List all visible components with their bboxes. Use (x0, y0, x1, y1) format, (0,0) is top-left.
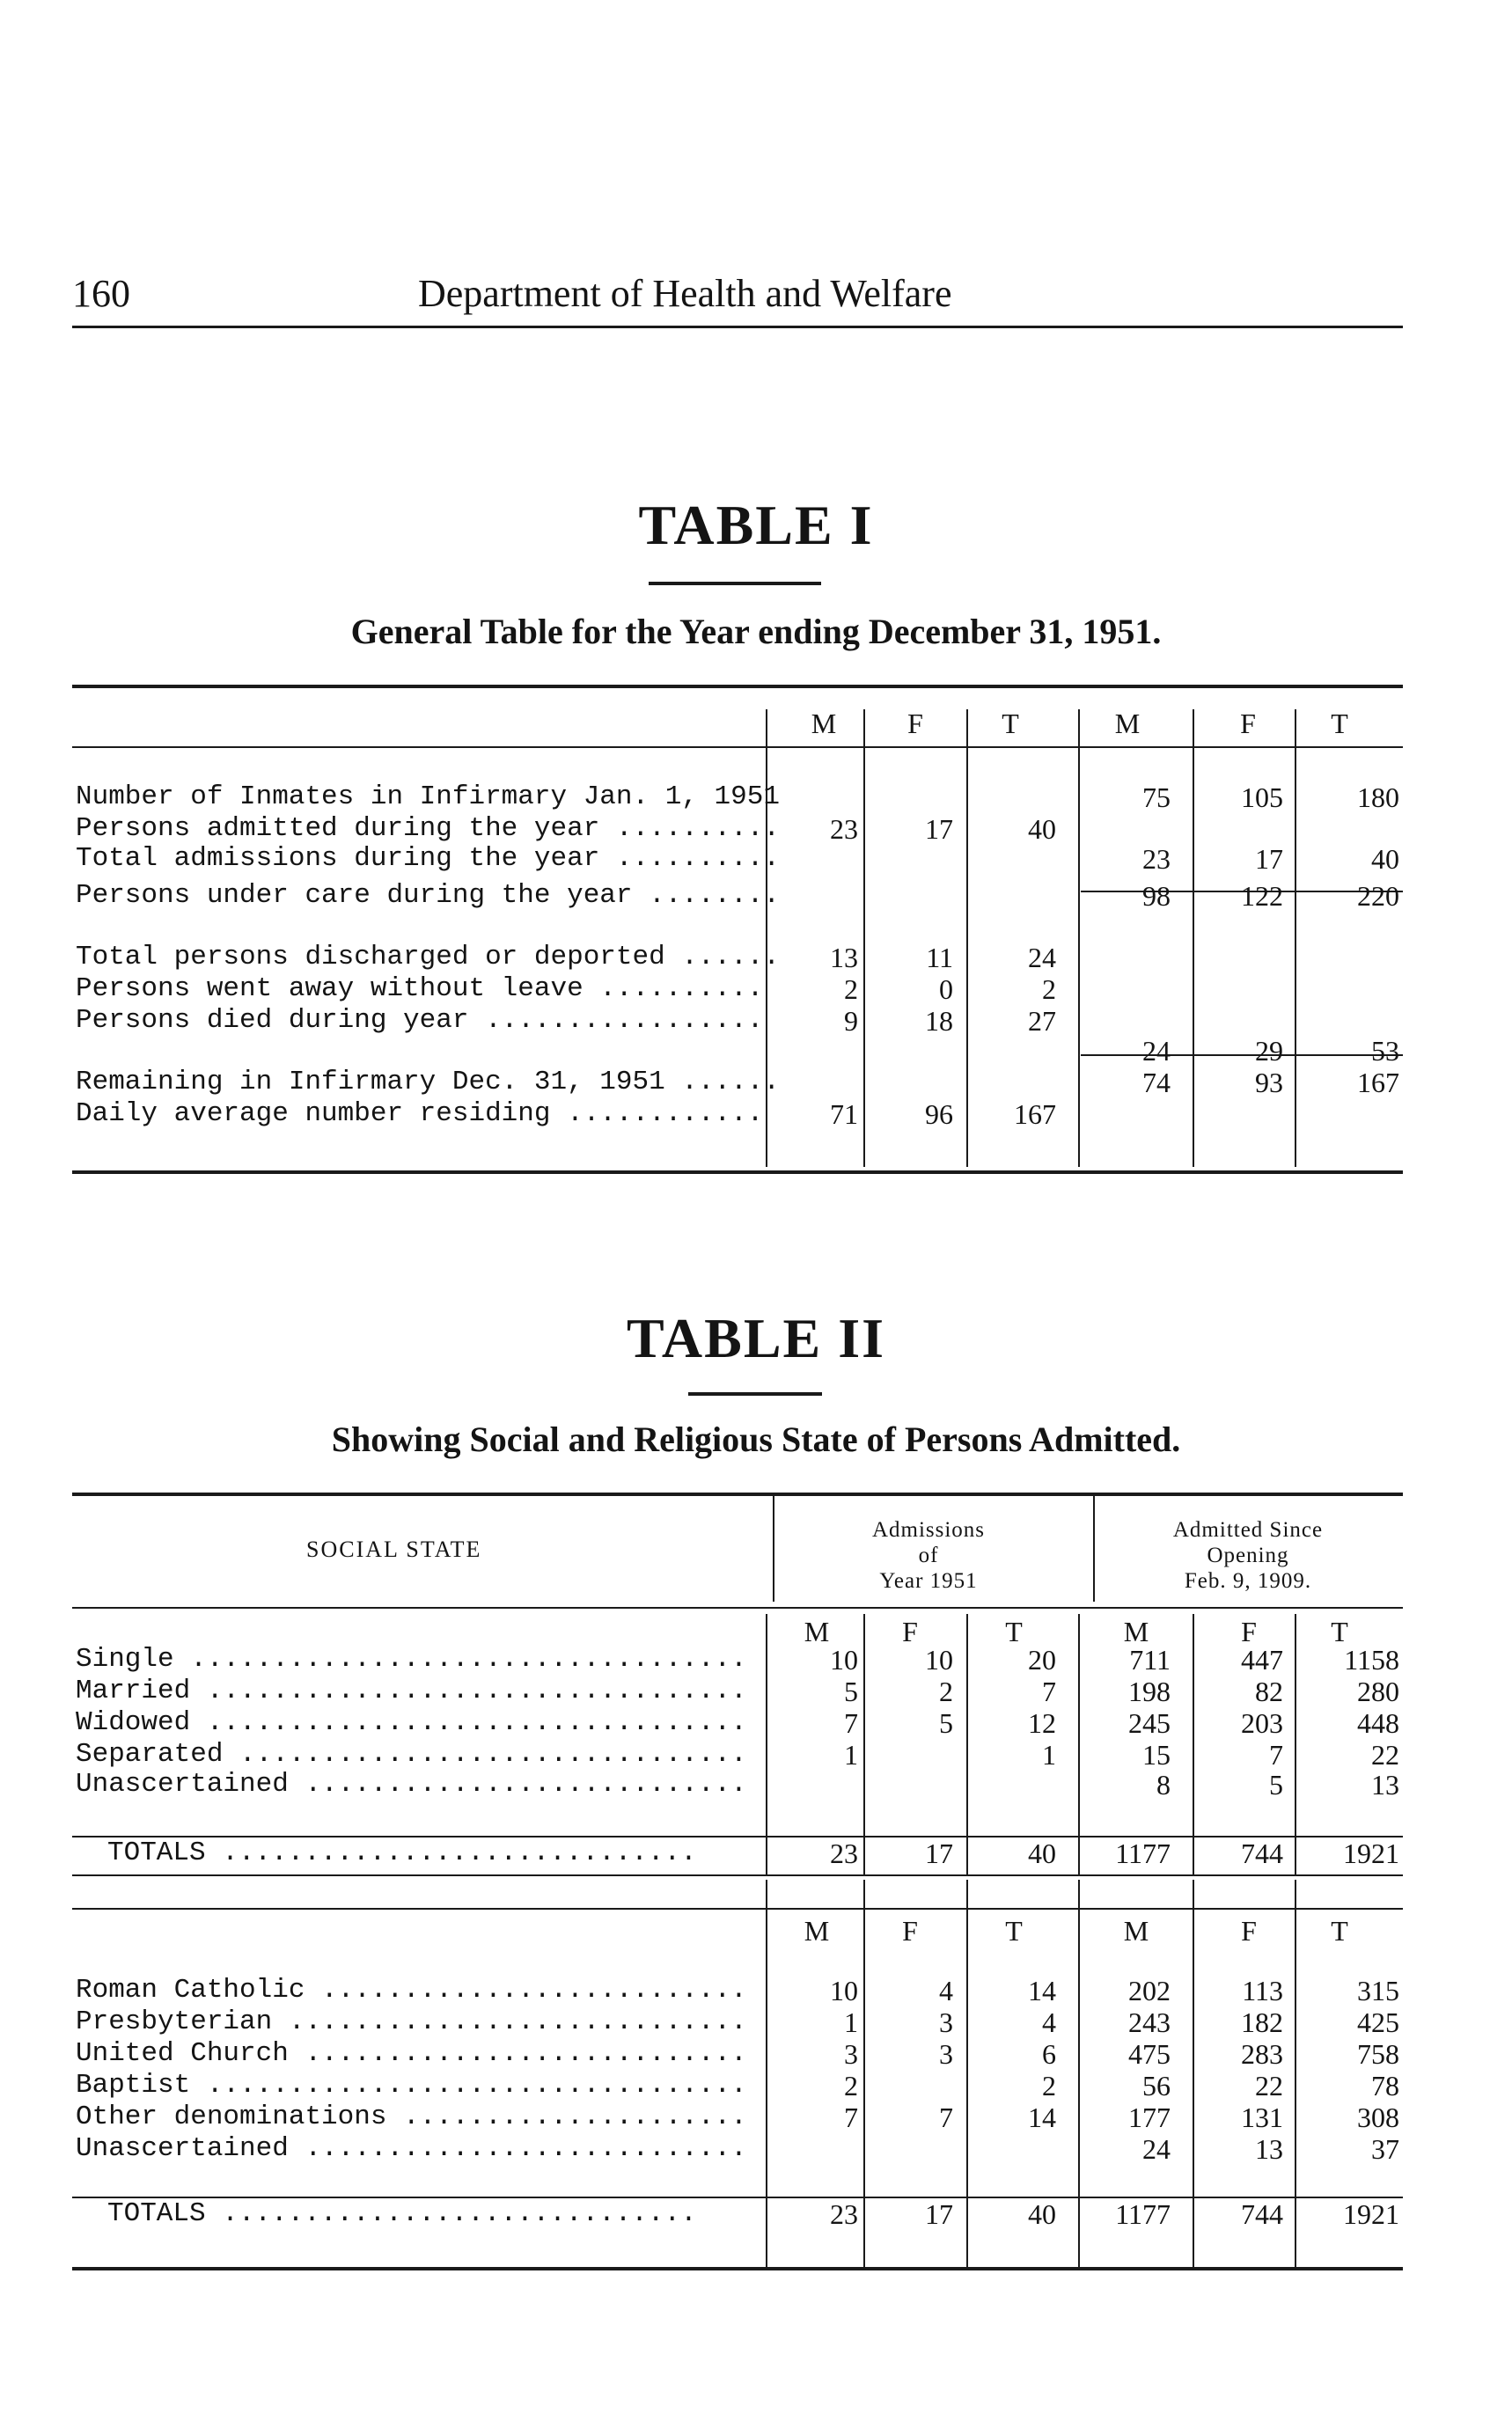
cell: 17 (925, 813, 953, 845)
table2-top-rule (72, 1493, 1403, 1496)
cell: 75 (1142, 781, 1171, 813)
religion-header-rule (72, 1908, 1403, 1910)
table2-group-rule (773, 1496, 774, 1602)
cell: 4 (939, 1975, 953, 2006)
row-label: Number of Inmates in Infirmary Jan. 1, 1951 (76, 781, 780, 812)
table2-header-f1: F (902, 1616, 918, 1647)
table2-group-rule-h (72, 1607, 1403, 1609)
row-label: Persons died during year ................. (76, 1005, 764, 1036)
cell: 105 (1241, 781, 1283, 813)
cell: 24 (1028, 942, 1056, 973)
row-label: Total admissions during the year .......... (76, 843, 780, 874)
row-label: Roman Catholic .......................... (76, 1975, 747, 2006)
cell: 15 (1142, 1739, 1171, 1771)
table1-header-rule (72, 746, 1403, 748)
cell: 283 (1241, 2038, 1283, 2070)
cell: 10 (830, 1975, 858, 2006)
table2-religion-header-m2: M (1123, 1915, 1149, 1947)
cell: 40 (1028, 813, 1056, 845)
table2-title-rule (688, 1392, 822, 1396)
cell: 280 (1357, 1676, 1399, 1707)
cell: 5 (939, 1707, 953, 1739)
table1-caption: General Table for the Year ending December 31, 1951. (350, 612, 1162, 651)
table2-header-f2: F (1241, 1616, 1257, 1647)
cell: 167 (1014, 1098, 1056, 1130)
cell: 177 (1128, 2102, 1171, 2133)
group-line: Feb. 9, 1909. (1184, 1569, 1312, 1593)
cell: 7 (939, 2102, 953, 2133)
group-line: of (918, 1544, 939, 1567)
cell: 3 (939, 2038, 953, 2070)
cell: 12 (1028, 1707, 1056, 1739)
row-label: Remaining in Infirmary Dec. 31, 1951 ...... (76, 1067, 780, 1097)
table2-religion-header-f1: F (902, 1915, 918, 1947)
group-line: Admissions (871, 1518, 986, 1542)
head-rule (72, 326, 1403, 328)
cell: 1158 (1344, 1644, 1399, 1676)
table2-religion-header-m1: M (804, 1915, 830, 1947)
table1-header-t2: T (1331, 708, 1348, 739)
cell: 17 (925, 1838, 953, 1869)
social-state-header: SOCIAL STATE (306, 1537, 482, 1562)
cell: 14 (1028, 2102, 1056, 2133)
cell: 1 (1042, 1739, 1056, 1771)
running-head (72, 271, 1403, 324)
cell: 23 (830, 2198, 858, 2230)
row-label: Widowed ................................. (76, 1707, 747, 1738)
cell: 315 (1357, 1975, 1399, 2006)
cell: 2 (939, 1676, 953, 1707)
table2-bottom-rule (72, 2267, 1403, 2270)
social-totals-rule-bottom (72, 1874, 1403, 1876)
cell: 18 (925, 1005, 953, 1037)
cell: 4 (1042, 2006, 1056, 2038)
table2-religion-header-t1: T (1005, 1915, 1023, 1947)
cell: 198 (1128, 1676, 1171, 1707)
table1-header-f1: F (907, 708, 923, 739)
table1-title-rule (649, 582, 821, 585)
group-line: Admitted Since (1172, 1518, 1324, 1542)
cell: 82 (1255, 1676, 1283, 1707)
cell: 1177 (1115, 1838, 1171, 1869)
cell: 1177 (1115, 2198, 1171, 2230)
cell: 220 (1357, 880, 1399, 912)
cell: 1 (844, 2006, 858, 2038)
table2-group-rule (1093, 1496, 1095, 1602)
table2-caption: Showing Social and Religious State of Persons Admitted. (331, 1419, 1181, 1459)
table1-col-rule (1295, 709, 1296, 1167)
cell: 13 (1371, 1769, 1399, 1801)
cell: 3 (939, 2006, 953, 2038)
cell: 7 (1269, 1739, 1283, 1771)
admitted-since-group-header (1093, 1517, 1403, 1594)
group-line: Year 1951 (879, 1569, 978, 1593)
table1-bottom-rule (72, 1170, 1403, 1174)
cell: 243 (1128, 2006, 1171, 2038)
table1-top-rule (72, 685, 1403, 688)
cell: 17 (1255, 843, 1283, 875)
cell: 3 (844, 2038, 858, 2070)
cell: 447 (1241, 1644, 1283, 1676)
cell: 5 (1269, 1769, 1283, 1801)
cell: 53 (1371, 1035, 1399, 1067)
admissions-group-header (774, 1517, 1083, 1594)
cell: 202 (1128, 1975, 1171, 2006)
cell: 24 (1142, 1035, 1171, 1067)
row-label: Baptist ................................. (76, 2070, 747, 2101)
row-label: Single .................................. (76, 1644, 747, 1675)
cell: 7 (844, 1707, 858, 1739)
cell: 40 (1028, 2198, 1056, 2230)
cell: 13 (830, 942, 858, 973)
totals-label: TOTALS ............................. (107, 2198, 697, 2229)
row-label: Unascertained ........................... (76, 2133, 747, 2164)
table1-header-m1: M (811, 708, 837, 739)
cell: 182 (1241, 2006, 1283, 2038)
row-label: Separated ............................... (76, 1739, 747, 1770)
cell: 9 (844, 1005, 858, 1037)
table2-header-m1: M (804, 1616, 830, 1647)
cell: 27 (1028, 1005, 1056, 1037)
cell: 40 (1028, 1838, 1056, 1869)
cell: 0 (939, 973, 953, 1005)
cell: 122 (1241, 880, 1283, 912)
cell: 13 (1255, 2133, 1283, 2165)
table2-title: TABLE II (626, 1307, 886, 1369)
cell: 10 (925, 1644, 953, 1676)
cell: 6 (1042, 2038, 1056, 2070)
row-label: Persons admitted during the year .......... (76, 813, 780, 844)
cell: 2 (844, 2070, 858, 2102)
row-label: Total persons discharged or deported ...... (76, 942, 780, 972)
cell: 131 (1241, 2102, 1283, 2133)
cell: 2 (1042, 973, 1056, 1005)
table2-header-t1: T (1005, 1616, 1023, 1647)
table2-header-m2: M (1123, 1616, 1149, 1647)
row-label: United Church ........................... (76, 2038, 747, 2069)
cell: 7 (844, 2102, 858, 2133)
cell: 744 (1241, 2198, 1283, 2230)
cell: 29 (1255, 1035, 1283, 1067)
row-label: Daily average number residing ............ (76, 1098, 764, 1129)
cell: 24 (1142, 2133, 1171, 2165)
totals-label: TOTALS ............................. (107, 1838, 697, 1868)
table1-header-m2: M (1114, 708, 1141, 739)
cell: 71 (830, 1098, 858, 1130)
cell: 8 (1156, 1769, 1171, 1801)
table2-religion-header-t2: T (1331, 1915, 1348, 1947)
cell: 98 (1142, 880, 1171, 912)
cell: 74 (1142, 1067, 1171, 1098)
table1-title: TABLE I (638, 494, 874, 556)
cell: 37 (1371, 2133, 1399, 2165)
table2-religion-header-f2: F (1241, 1915, 1257, 1947)
cell: 78 (1371, 2070, 1399, 2102)
table1-header-f2: F (1240, 708, 1256, 739)
cell: 448 (1357, 1707, 1399, 1739)
cell: 425 (1357, 2006, 1399, 2038)
cell: 2 (844, 973, 858, 1005)
cell: 167 (1357, 1067, 1399, 1098)
cell: 744 (1241, 1838, 1283, 1869)
page-number: 160 (72, 272, 130, 315)
cell: 40 (1371, 843, 1399, 875)
cell: 7 (1042, 1676, 1056, 1707)
row-label: Married ................................. (76, 1676, 747, 1706)
cell: 22 (1371, 1739, 1399, 1771)
cell: 14 (1028, 1975, 1056, 2006)
cell: 11 (926, 942, 953, 973)
cell: 308 (1357, 2102, 1399, 2133)
cell: 20 (1028, 1644, 1056, 1676)
row-label: Other denominations ..................... (76, 2102, 747, 2132)
cell: 22 (1255, 2070, 1283, 2102)
cell: 23 (1142, 843, 1171, 875)
running-title: Department of Health and Welfare (418, 272, 952, 315)
cell: 93 (1255, 1067, 1283, 1098)
cell: 113 (1242, 1975, 1283, 2006)
cell: 203 (1241, 1707, 1283, 1739)
cell: 758 (1357, 2038, 1399, 2070)
cell: 56 (1142, 2070, 1171, 2102)
cell: 10 (830, 1644, 858, 1676)
cell: 2 (1042, 2070, 1056, 2102)
cell: 5 (844, 1676, 858, 1707)
cell: 1921 (1343, 2198, 1399, 2230)
group-line: Opening (1207, 1544, 1289, 1567)
row-label: Persons went away without leave .......... (76, 973, 764, 1004)
cell: 245 (1128, 1707, 1171, 1739)
cell: 475 (1128, 2038, 1171, 2070)
table2-header-t2: T (1331, 1616, 1348, 1647)
table2-col-rule (1295, 1880, 1296, 2267)
cell: 180 (1357, 781, 1399, 813)
table1-header-t1: T (1002, 708, 1019, 739)
cell: 1 (844, 1739, 858, 1771)
cell: 23 (830, 813, 858, 845)
row-label: Presbyterian ............................ (76, 2006, 747, 2037)
cell: 96 (925, 1098, 953, 1130)
row-label: Persons under care during the year ........ (76, 880, 780, 911)
cell: 17 (925, 2198, 953, 2230)
cell: 1921 (1343, 1838, 1399, 1869)
row-label: Unascertained ........................... (76, 1769, 747, 1800)
cell: 23 (830, 1838, 858, 1869)
cell: 711 (1129, 1644, 1171, 1676)
